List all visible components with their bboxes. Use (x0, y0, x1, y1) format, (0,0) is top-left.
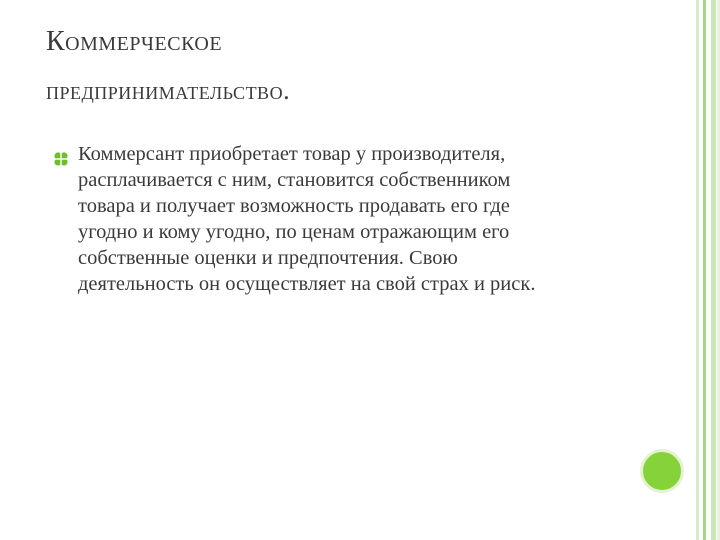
body-line: деятельность он осуществляет на свой страх и риск. (78, 273, 536, 295)
body-paragraph (78, 141, 688, 297)
decorative-stripe-line (711, 0, 716, 540)
body-line: угодно и кому угодно, по ценам отражающим его (78, 221, 510, 243)
title-line: Коммерческое (46, 26, 223, 57)
decorative-green-circle (640, 449, 684, 493)
body-line: Коммерсант приобретает товар у производителя, (78, 143, 506, 165)
title-line: предпринимательство. (46, 76, 291, 105)
decorative-stripe-line (703, 0, 706, 540)
body-line: товара и получает возможность продавать его где (78, 195, 510, 217)
body-line: расплачивается с ним, становится собственником (78, 169, 511, 191)
four-leaf-clover-icon (53, 151, 69, 167)
body-line: собственные оценки и предпочтения. Свою (78, 247, 458, 269)
